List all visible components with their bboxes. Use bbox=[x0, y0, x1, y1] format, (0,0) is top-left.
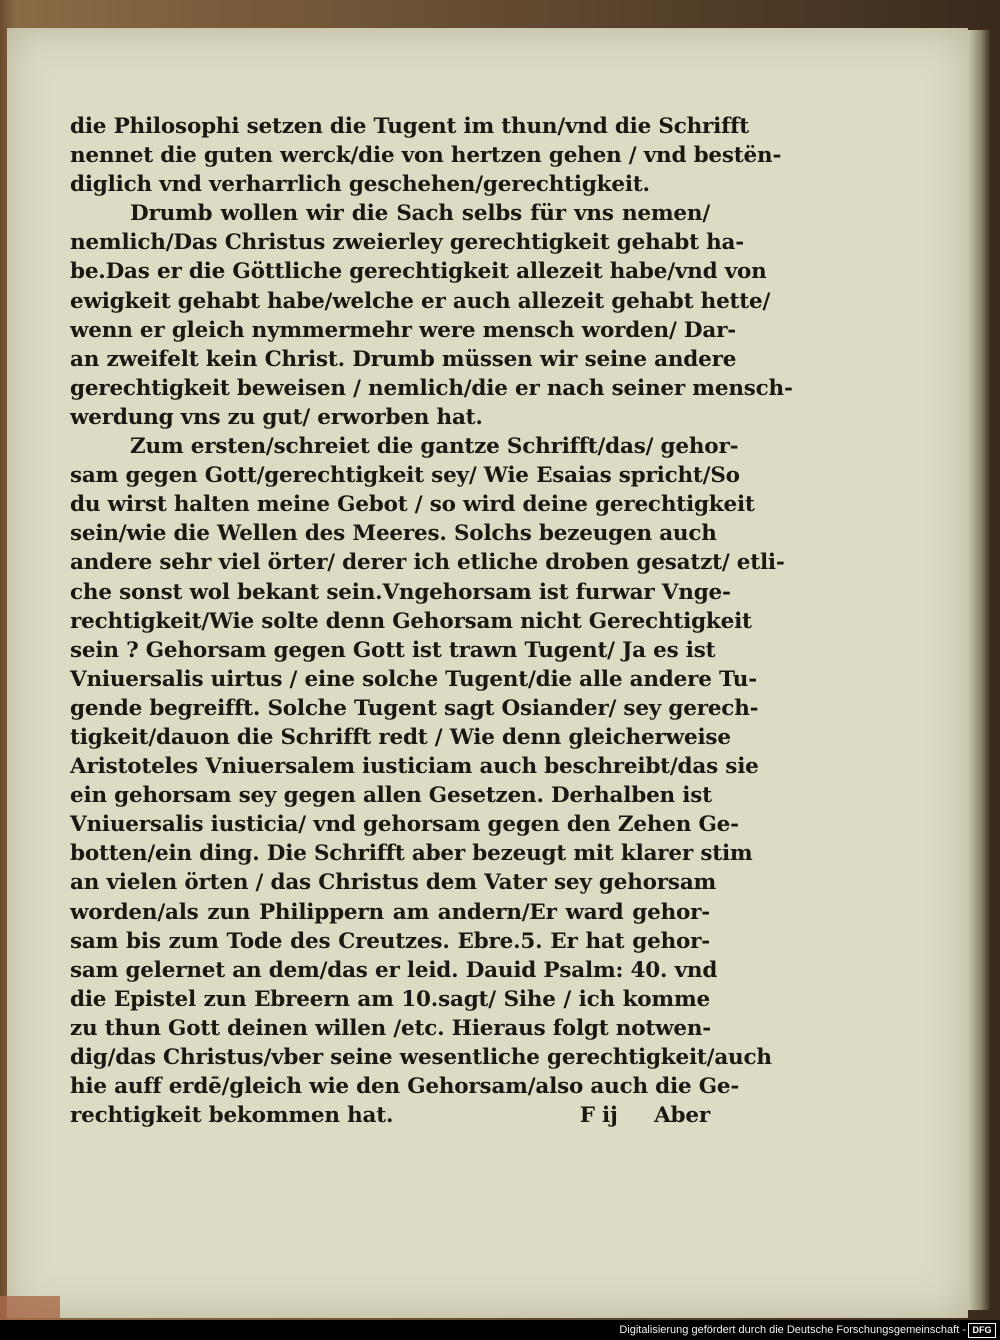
text-line: Vniuersalis uirtus / eine solche Tugent/die alle andere Tu- bbox=[70, 666, 757, 692]
text-line: sam gegen Gott/gerechtigkeit sey/ Wie Esaias spricht/So bbox=[70, 463, 740, 489]
text-line: an vielen örten / das Christus dem Vater sey gehorsam bbox=[70, 870, 717, 896]
text-line: sein/wie die Wellen des Meeres. Solchs bezeugen auch bbox=[70, 521, 717, 547]
text-line: Vniuersalis iusticia/ vnd gehorsam gegen den Zehen Ge- bbox=[70, 812, 739, 838]
text-line: Aristoteles Vniuersalem iusticiam auch beschreibt/das sie bbox=[70, 754, 759, 780]
text-line: diglich vnd verharrlich geschehen/gerechtigkeit. bbox=[70, 172, 650, 198]
text-line: hie auff erdē/gleich wie den Gehorsam/also auch die Ge- bbox=[70, 1074, 740, 1100]
text-line: Zum ersten/schreiet die gantze Schrifft/das/ gehor- bbox=[130, 434, 739, 460]
text-line: sam gelernet an dem/das er leid. Dauid Psalm: 40. vnd bbox=[70, 957, 718, 983]
signature-mark: F ij bbox=[579, 1103, 618, 1129]
text-line: werdung vns zu gut/ erworben hat. bbox=[70, 404, 483, 430]
text-line: rechtigkeit/Wie solte denn Gehorsam nicht Gerechtigkeit bbox=[70, 608, 752, 634]
last-line-row bbox=[70, 1101, 710, 1130]
binding-stain bbox=[0, 1296, 60, 1320]
text-line: be.Das er die Göttliche gerechtigkeit allezeit habe/vnd von bbox=[70, 259, 767, 285]
text-line: gende begreifft. Solche Tugent sagt Osiander/ sey gerech- bbox=[70, 695, 759, 721]
text-line: die Epistel zun Ebreern am 10.sagt/ Sihe / ich komme bbox=[70, 986, 710, 1012]
text-line: sam bis zum Tode des Creutzes. Ebre.5. Er hat gehor- bbox=[70, 928, 710, 954]
text-line: die Philosophi setzen die Tugent im thun/vnd die Schrifft bbox=[70, 114, 749, 139]
text-line: dig/das Christus/vber seine wesentliche gerechtigkeit/auch bbox=[70, 1045, 772, 1070]
credit-bar bbox=[0, 1320, 1000, 1340]
text-line: ewigkeit gehabt habe/welche er auch allezeit gehabt hette/ bbox=[70, 288, 771, 314]
text-line: zu thun Gott deinen willen /etc. Hieraus folgt notwen- bbox=[70, 1015, 712, 1041]
credit-text: Digitalisierung gefördert durch die Deutsche Forschungsgemeinschaft - bbox=[619, 1324, 966, 1336]
text-line: wenn er gleich nymmermehr were mensch worden/ Dar- bbox=[70, 317, 736, 343]
catchword: Aber bbox=[654, 1103, 710, 1129]
text-line: nennet die guten werck/die von hertzen gehen / vnd bestën- bbox=[70, 143, 782, 169]
text-line: worden/als zun Philippern am andern/Er ward gehor- bbox=[70, 899, 710, 925]
text-line: nemlich/Das Christus zweierley gerechtigkeit gehabt ha- bbox=[70, 230, 744, 256]
page-edge bbox=[968, 30, 990, 1310]
text-line: gerechtigkeit beweisen / nemlich/die er nach seiner mensch- bbox=[70, 375, 793, 401]
text-line: ein gehorsam sey gegen allen Gesetzen. Derhalben ist bbox=[70, 783, 712, 809]
text-line: botten/ein ding. Die Schrifft aber bezeugt mit klarer stim bbox=[70, 841, 753, 867]
text-line: an zweifelt kein Christ. Drumb müssen wir seine andere bbox=[70, 346, 737, 372]
text-line: che sonst wol bekant sein.Vngehorsam ist furwar Vnge- bbox=[70, 579, 731, 605]
text-line: Drumb wollen wir die Sach selbs für vns nemen/ bbox=[130, 201, 710, 227]
text-line: du wirst halten meine Gebot / so wird deine gerechtigkeit bbox=[70, 492, 755, 518]
page-text bbox=[70, 112, 793, 1130]
text-line: tigkeit/dauon die Schrifft redt / Wie denn gleicherweise bbox=[70, 724, 731, 750]
text-line: sein ? Gehorsam gegen Gott ist trawn Tugent/ Ja es ist bbox=[70, 637, 716, 663]
dfg-logo-icon: DFG bbox=[968, 1323, 996, 1338]
text-line: andere sehr viel örter/ derer ich etliche droben gesatzt/ etli- bbox=[70, 550, 785, 576]
last-line: rechtigkeit bekommen hat. bbox=[70, 1103, 394, 1129]
